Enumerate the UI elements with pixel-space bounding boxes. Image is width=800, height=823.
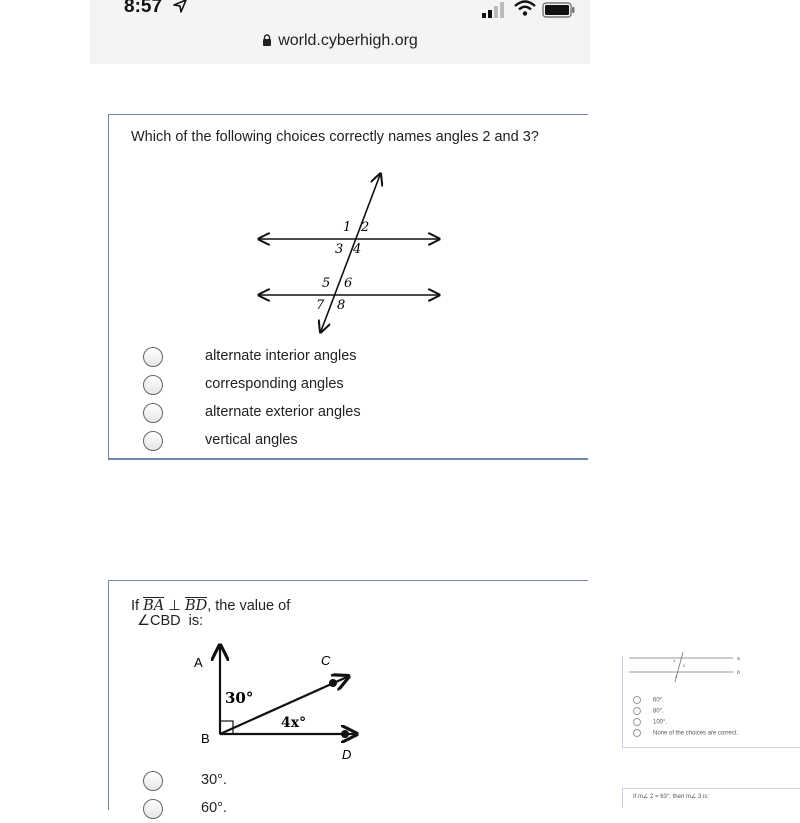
wifi-icon — [514, 0, 536, 16]
angle-symbol: ∠ — [137, 613, 150, 629]
radio-button[interactable] — [143, 347, 163, 367]
perpendicular-symbol: ⊥ — [168, 598, 181, 614]
lock-icon — [262, 34, 272, 46]
location-arrow-icon — [172, 0, 188, 14]
thumb-choice[interactable] — [633, 707, 664, 715]
segment-bd: BD — [184, 598, 208, 614]
address-bar[interactable] — [90, 32, 590, 50]
choice-label: alternate interior angles — [205, 348, 357, 364]
thumb-label-3: 3 — [675, 674, 678, 679]
perpendicular-rays-figure — [187, 639, 387, 769]
thumb-choice[interactable] — [633, 696, 664, 704]
angle-label-4: 4 — [353, 242, 362, 257]
label-c: C — [321, 653, 331, 668]
thumb-choice[interactable] — [633, 718, 667, 726]
url-text: world.cyberhigh.org — [278, 32, 418, 49]
cellular-signal-icon — [482, 2, 506, 18]
thumbnail-question-preview-2 — [622, 788, 800, 808]
question-card-2 — [108, 580, 588, 816]
radio-button[interactable] — [633, 729, 641, 737]
prompt-if: If — [131, 598, 140, 614]
status-time: 8:57 — [124, 0, 163, 17]
label-a: A — [194, 655, 203, 670]
angle-label-3: 3 — [335, 242, 344, 257]
choice-label: alternate exterior angles — [205, 404, 361, 420]
choice-label: 30°. — [201, 772, 227, 788]
radio-button[interactable] — [633, 707, 641, 715]
angle-label-5: 5 — [322, 276, 331, 291]
radio-button[interactable] — [143, 403, 163, 423]
battery-icon — [542, 2, 576, 18]
radio-button[interactable] — [633, 718, 641, 726]
angle-label-8: 8 — [337, 298, 346, 313]
radio-button[interactable] — [143, 375, 163, 395]
thumb-choice-label: 80°. — [653, 708, 664, 715]
radio-button[interactable] — [633, 696, 641, 704]
label-b: B — [201, 731, 210, 746]
angle-label-7: 7 — [316, 298, 325, 313]
thumbnail-question-preview — [622, 656, 800, 748]
angle-label-1: 1 — [343, 220, 352, 235]
thumb-choice-label: 60°. — [653, 697, 664, 704]
thumb-label-1: 1 — [673, 658, 676, 663]
radio-button[interactable] — [143, 771, 163, 791]
thumb-choice[interactable] — [633, 729, 738, 737]
thumb2-prompt: If m∠ 2 = 63°, then m∠ 3 is: — [633, 794, 710, 800]
thumb-label-2: 2 — [683, 663, 686, 668]
angle-30-label: 30° — [225, 689, 254, 707]
question-2-prompt — [131, 597, 290, 629]
thumb-choice-label: 100°. — [653, 719, 668, 726]
radio-button[interactable] — [143, 431, 163, 451]
thumb-label-b: b — [737, 670, 740, 676]
angle-name: CBD — [150, 613, 181, 629]
segment-ba: BA — [143, 598, 165, 614]
angle-label-2: 2 — [361, 220, 370, 235]
browser-header — [90, 0, 590, 64]
thumb-label-a: a — [737, 656, 740, 662]
label-d: D — [342, 747, 352, 762]
parallel-lines-figure — [254, 167, 454, 337]
angle-label-6: 6 — [344, 276, 353, 291]
question-1-prompt: Which of the following choices correctly names angles 2 and 3? — [131, 129, 539, 145]
point-d — [341, 730, 349, 738]
choice-label: 60°. — [201, 800, 227, 816]
prompt-tail: , the value of — [207, 598, 291, 614]
choice-label: corresponding angles — [205, 376, 344, 392]
thumbnail-figure — [629, 652, 749, 686]
radio-button[interactable] — [143, 799, 163, 819]
angle-4x-label: 4x° — [281, 715, 307, 731]
question-card-1 — [108, 114, 588, 460]
point-c — [329, 679, 337, 687]
transversal-line — [321, 175, 380, 331]
prompt-is: is: — [188, 613, 204, 629]
thumb-choice-label: None of the choices are correct. — [653, 730, 739, 737]
choice-label: vertical angles — [205, 432, 298, 448]
